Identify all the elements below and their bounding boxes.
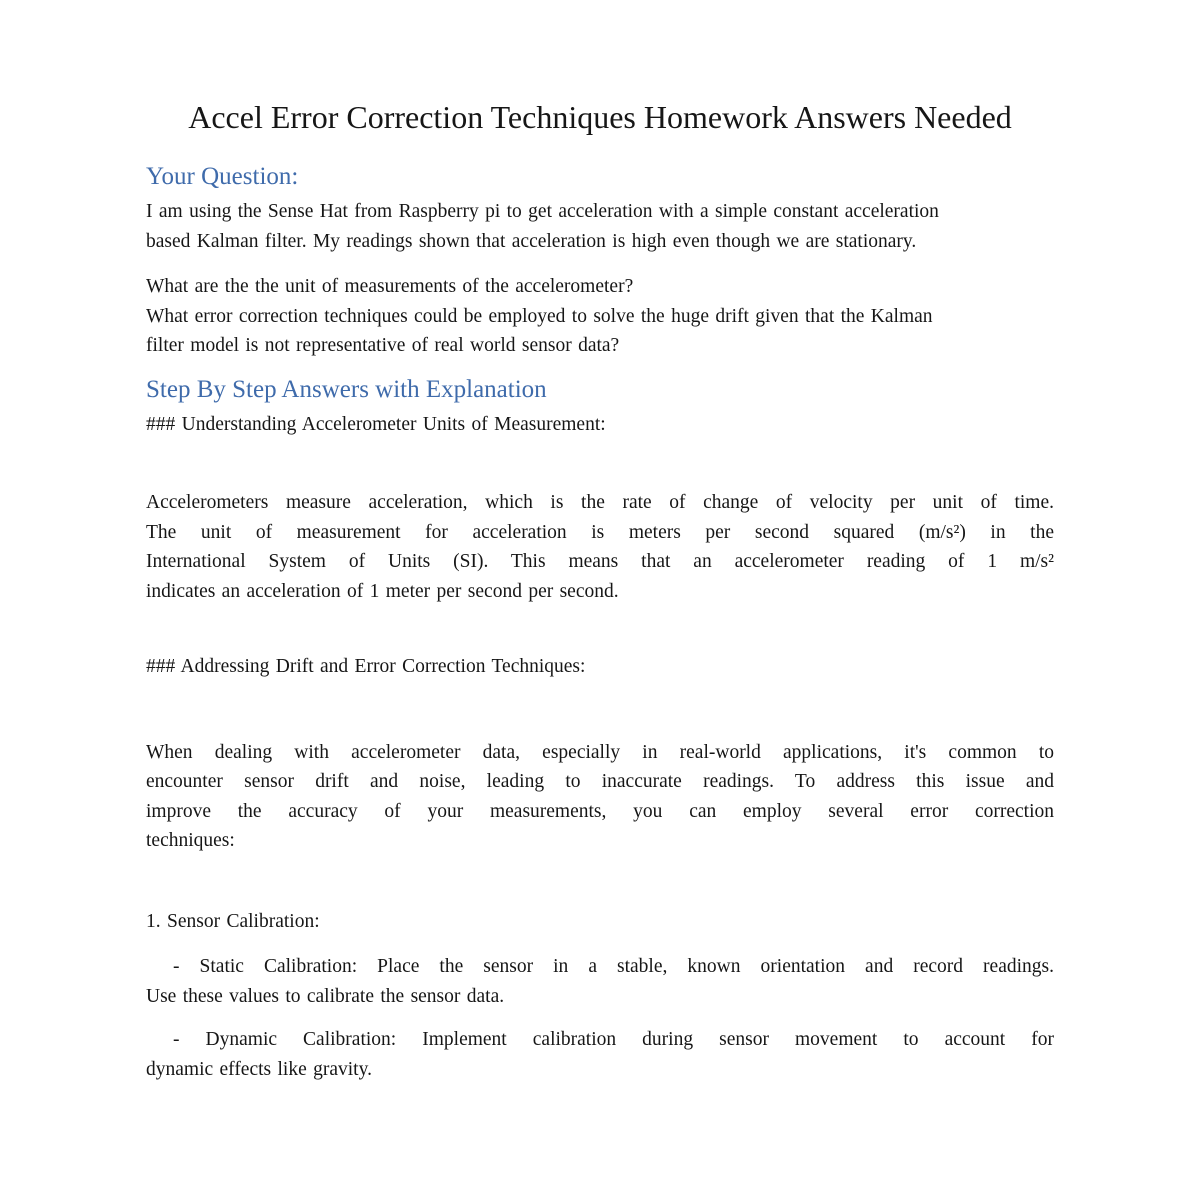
paragraph-static-calibration <box>146 952 1054 1011</box>
section-heading-answers: Step By Step Answers with Explanation <box>146 375 547 403</box>
list-item-sensor-calibration <box>146 907 1054 937</box>
question-list-paragraph <box>146 272 1054 361</box>
text-line: improve the accuracy of your measurements, you can employ several error correction <box>146 800 1054 822</box>
section-heading-your-question: Your Question: <box>146 163 299 190</box>
text-line: filter model is not representative of real world sensor data? <box>146 335 620 356</box>
page-title: Accel Error Correction Techniques Homework Answers Needed <box>188 99 1012 135</box>
text-line: indicates an acceleration of 1 meter per second per second. <box>146 580 619 602</box>
text-line: 1. Sensor Calibration: <box>146 910 320 932</box>
text-line: techniques: <box>146 830 235 851</box>
text-line: - Static Calibration: Place the sensor in a stable, known orientation and record readings. <box>173 956 1054 977</box>
text-line: Use these values to calibrate the sensor data. <box>146 985 505 1007</box>
text-line: The unit of measurement for acceleration is meters per second squared (m/s²) in the <box>146 521 1054 543</box>
paragraph-drift <box>146 738 1054 856</box>
subheading-units <box>146 410 1054 440</box>
text-line: ### Understanding Accelerometer Units of Measurement: <box>146 413 606 435</box>
paragraph-units <box>146 488 1054 606</box>
question-intro-paragraph <box>146 197 1054 256</box>
text-line: based Kalman filter. My readings shown that acceleration is high even though we are stationary. <box>146 230 917 252</box>
subheading-drift <box>146 652 1054 682</box>
text-line: Accelerometers measure acceleration, which is the rate of change of velocity per unit of time. <box>146 492 1054 513</box>
text-line: International System of Units (SI). This means that an accelerometer reading of 1 m/s² <box>146 551 1054 572</box>
text-line: What are the the unit of measurements of the accelerometer? <box>146 276 634 297</box>
text-line: When dealing with accelerometer data, especially in real-world applications, it's common to <box>146 741 1054 763</box>
text-line: encounter sensor drift and noise, leading to inaccurate readings. To address this issue and <box>146 771 1054 792</box>
text-line: - Dynamic Calibration: Implement calibration during sensor movement to account for <box>173 1029 1054 1050</box>
text-line: ### Addressing Drift and Error Correction Techniques: <box>146 656 586 677</box>
paragraph-dynamic-calibration <box>146 1025 1054 1084</box>
text-line: dynamic effects like gravity. <box>146 1058 372 1080</box>
text-line: I am using the Sense Hat from Raspberry pi to get acceleration with a simple constant acceleration <box>146 201 939 222</box>
text-line: What error correction techniques could be employed to solve the huge drift given that the Kalman <box>146 305 933 327</box>
